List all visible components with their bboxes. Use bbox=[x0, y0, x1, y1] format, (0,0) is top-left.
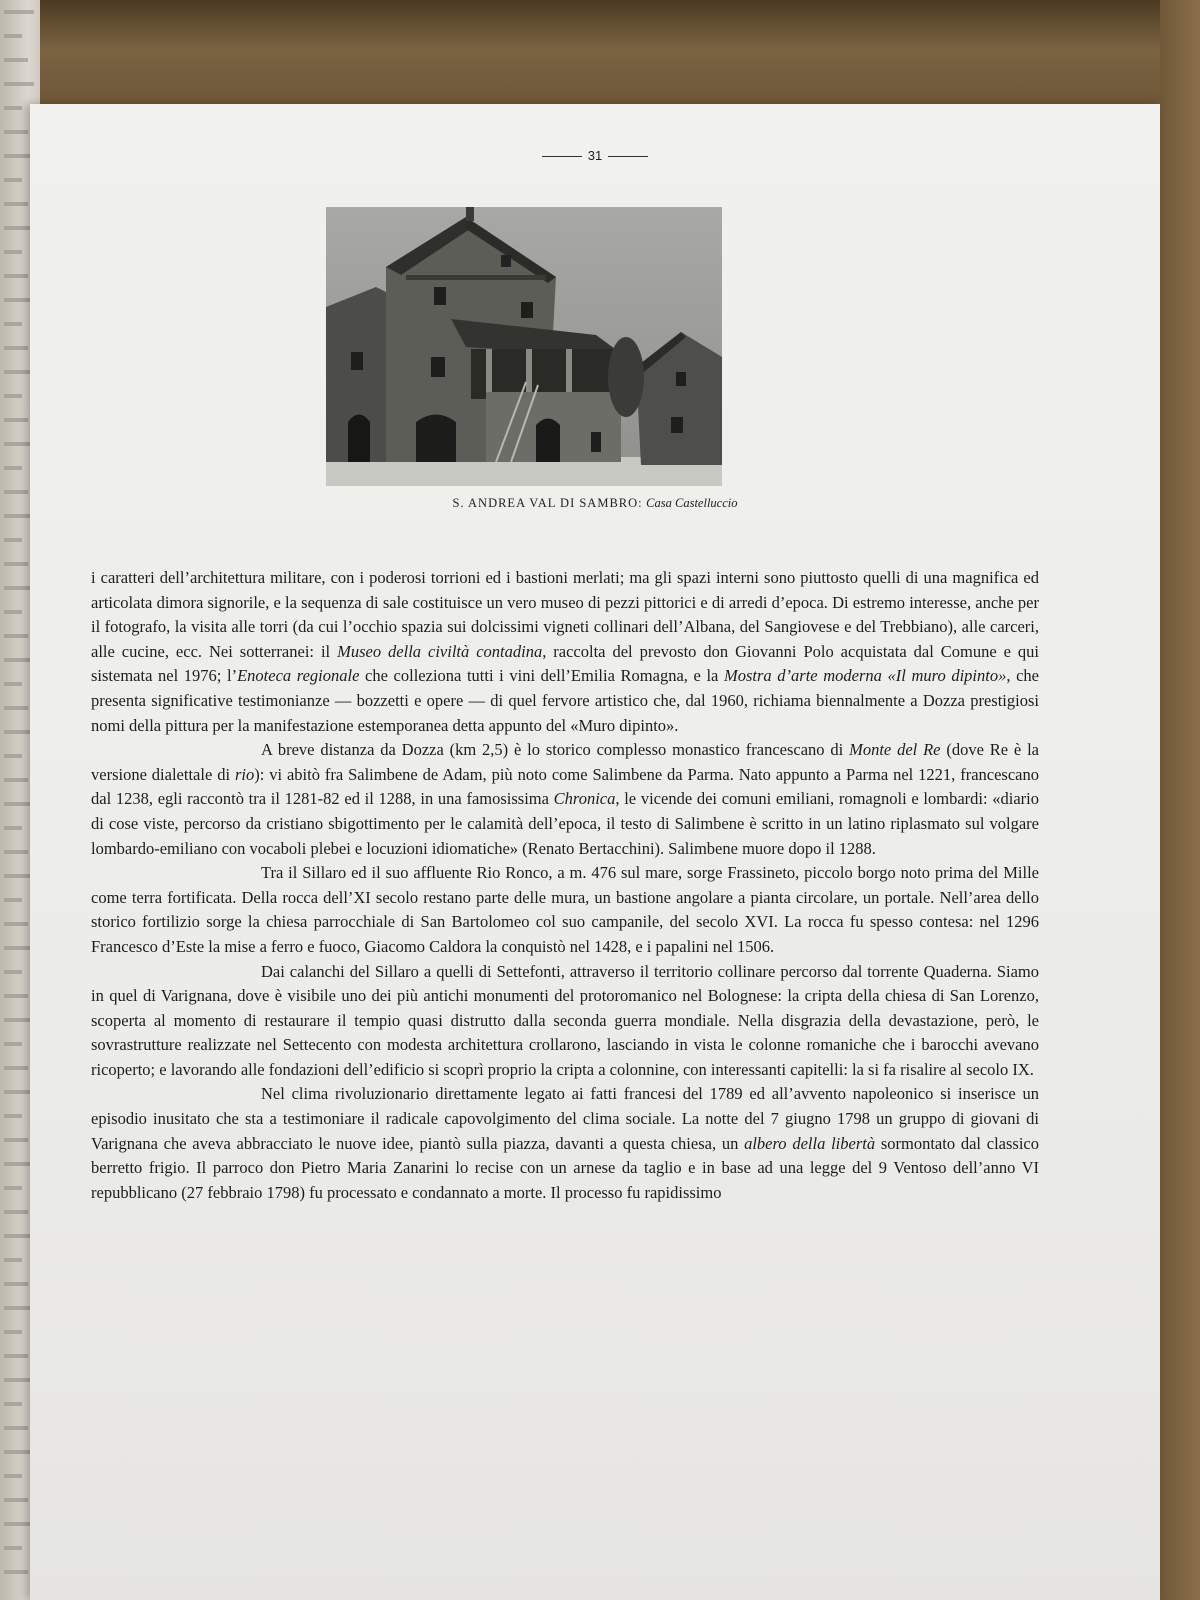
italic-text: Museo della civiltà contadina bbox=[337, 641, 543, 661]
facing-page-text-fragment bbox=[4, 754, 22, 758]
facing-page-text-fragment bbox=[4, 1210, 28, 1214]
facing-page-text-fragment bbox=[4, 322, 22, 326]
facing-page-text-fragment bbox=[4, 1546, 22, 1550]
facing-page-text-fragment bbox=[4, 778, 28, 782]
facing-page-text-fragment bbox=[4, 922, 28, 926]
facing-page-text-fragment bbox=[4, 466, 22, 470]
facing-page-text-fragment bbox=[4, 202, 28, 206]
text-run: , le vicende dei comuni emiliani, romagnoli e lombardi: «diario di cose viste, percorso da cristiano sbigottimento per le calamità dell’epoca, il testo di Salimbene è scritto in un latino riplasmato sul volgare lombardo-emiliano con vocaboli plebei e locuzioni idiomatiche» (Renato Bertacchini). Salimbene muore dopo il 1288. bbox=[91, 789, 1040, 858]
facing-page-text-fragment bbox=[4, 1402, 22, 1406]
text-run: i caratteri dell’architettura militare, con i poderosi torrioni ed i bastioni merlati; ma gli spazi interni sono piuttosto quelli di una magnifica ed articolata dimora signorile, e la sequenza di sale costituisce un vero museo di pezzi pittorici e di arredi d’epoca. Di estremo interesse, anche per il fotografo, la visita alle torri (da cui l’occhio spazia sui dolcissimi vigneti collinari dell’Albana, del Sangiovese e del Trebbiano), alle carceri, alle cucine, ecc. Nei sotterranei: il bbox=[91, 568, 1039, 661]
facing-page-text-fragment bbox=[4, 538, 22, 542]
text-run: Dai calanchi del Sillaro a quelli di Settefonti, attraverso il territorio collinare percorso dal torrente Quaderna. Siamo in quel di Varignana, dove è visibile uno dei più antichi monumenti del protoromanico nel Bolognese: la cripta della chiesa di San Lorenzo, scoperta al momento di restaurare il tempio quasi distrutto dalla seconda guerra mondiale. Nella disgrazia della devastazione, però, le sovrastrutture realizzate nel Settecento con modesta architettura crollarono, lasciando in vista le colonne romaniche che i barocchi avevano ricoperto; e lavorando alle fondazioni dell’edificio si scoprì proprio la cripta a colonnine, con interessanti capitelli: la si fa risalire al secolo IX. bbox=[91, 961, 1039, 1079]
wooden-table-edge bbox=[1160, 0, 1200, 1600]
facing-page-text-fragment bbox=[4, 1114, 22, 1118]
text-run: che colleziona tutti i vini dell’Emilia Romagna, e la bbox=[359, 666, 724, 686]
italic-text: Enoteca regionale bbox=[237, 666, 360, 686]
facing-page-text-fragment bbox=[4, 130, 28, 134]
facing-page-text-fragment bbox=[4, 634, 28, 638]
facing-page-text-fragment bbox=[4, 58, 28, 62]
caption-title: Casa Castelluccio bbox=[646, 496, 738, 510]
facing-page-text-fragment bbox=[4, 178, 22, 182]
facing-page-text-fragment bbox=[4, 490, 28, 494]
text-run: ): vi abitò fra Salimbene de Adam, più noto come Salimbene da Parma. Nato appunto a Parma nel 1221, francescano dal 1238, egli raccontò tra il 1281-82 ed il 1288, in una famosissima bbox=[91, 764, 1039, 809]
facing-page-text-fragment bbox=[4, 418, 28, 422]
paragraph bbox=[91, 1082, 1039, 1205]
italic-text: Monte del Re bbox=[849, 740, 941, 760]
text-run: Nel clima rivoluzionario direttamente legato ai fatti francesi del 1789 ed all’avvento napoleonico si inserisce un episodio inusitato che sta a testimoniare il radicale capovolgimento del clima sociale. La notte del 7 giugno 1798 un gruppo di giovani di Varignana che aveva abbracciato le nuove idee, piantò sulla piazza, davanti a questa chiesa, un bbox=[91, 1084, 1039, 1153]
facing-page-text-fragment bbox=[4, 1330, 22, 1334]
facing-page-text-fragment bbox=[4, 1138, 28, 1142]
facing-page-text-fragment bbox=[4, 826, 22, 830]
body-text bbox=[91, 566, 1039, 1205]
facing-page-text-fragment bbox=[4, 1258, 22, 1262]
italic-text: albero della libertà bbox=[744, 1133, 876, 1153]
italic-text: Chronica bbox=[553, 789, 616, 809]
facing-page-text-fragment bbox=[4, 1186, 22, 1190]
paragraph bbox=[91, 738, 1039, 861]
facing-page-text-fragment bbox=[4, 82, 34, 86]
facing-page-text-fragment bbox=[4, 970, 22, 974]
facing-page-text-fragment bbox=[4, 1570, 28, 1574]
facing-page-text-fragment bbox=[4, 1354, 28, 1358]
text-run: , raccolta del prevosto don Giovanni Polo acquistata dal Comune e qui sistemata nel 1976; l’ bbox=[91, 641, 1039, 686]
facing-page-text-fragment bbox=[4, 1474, 22, 1478]
paragraph bbox=[91, 960, 1039, 1083]
facing-page-text-fragment bbox=[4, 1282, 28, 1286]
facing-page-text-fragment bbox=[4, 706, 28, 710]
text-run: (dove Re è la versione dialettale di bbox=[91, 740, 1039, 784]
facing-page-text-fragment bbox=[4, 1498, 28, 1502]
facing-page-text-fragment bbox=[4, 394, 22, 398]
facing-page-text-fragment bbox=[4, 898, 22, 902]
facing-page-text-fragment bbox=[4, 250, 22, 254]
facing-page-text-fragment bbox=[4, 1066, 28, 1070]
wooden-table-background bbox=[0, 0, 1200, 110]
facing-page-text-fragment bbox=[4, 346, 28, 350]
photo-caption bbox=[30, 496, 1160, 511]
paragraph bbox=[91, 566, 1039, 738]
text-run: sormontato dal classico berretto frigio. Il parroco don Pietro Maria Zanarini lo recise con un arnese da taglio e in base ad una legge del 9 Ventoso dell’anno VI repubblicano (27 febbraio 1798) fu processato e condannato a morte. Il processo fu rapidissimo bbox=[91, 1133, 1039, 1202]
page-number-text: 31 bbox=[587, 148, 603, 163]
text-run: A breve distanza da Dozza (km 2,5) è lo storico complesso monastico francescano di bbox=[261, 740, 850, 760]
page-number bbox=[30, 148, 1160, 163]
italic-text: rio bbox=[234, 764, 255, 784]
facing-page-text-fragment bbox=[4, 682, 22, 686]
facing-page-text-fragment bbox=[4, 34, 22, 38]
facing-page-text-fragment bbox=[4, 10, 34, 14]
facing-page-text-fragment bbox=[4, 274, 28, 278]
facing-page-text-fragment bbox=[4, 994, 28, 998]
text-run: Tra il Sillaro ed il suo affluente Rio Ronco, a m. 476 sul mare, sorge Frassineto, piccolo borgo noto prima del Mille come terra fortificata. Della rocca dell’XI secolo restano parte delle mura, un bastione angolare a pianta circolare, un portale. Nell’area dello storico fortilizio sorge la chiesa parrocchiale di San Bartolomeo col suo campanile, del secolo XVI. La rocca fu spesso contesa: nel 1296 Francesco d’Este la mise a ferro e fuoco, Giacomo Caldora la conquistò nel 1428, e i papalini nel 1506. bbox=[91, 863, 1039, 956]
facing-page-text-fragment bbox=[4, 1042, 22, 1046]
facing-page-text-fragment bbox=[4, 106, 22, 110]
italic-text: Mostra d’arte moderna «Il muro dipinto» bbox=[724, 666, 1007, 686]
stone-house-image bbox=[326, 207, 722, 486]
paragraph bbox=[91, 861, 1039, 959]
caption-place: S. ANDREA VAL DI SAMBRO: bbox=[452, 496, 643, 510]
facing-page-text-fragment bbox=[4, 562, 28, 566]
facing-page-text-fragment bbox=[4, 1426, 28, 1430]
book-page bbox=[30, 104, 1160, 1600]
facing-page-text-fragment bbox=[4, 850, 28, 854]
photo-casa-castelluccio bbox=[326, 207, 722, 486]
facing-page-text-fragment bbox=[4, 610, 22, 614]
text-run: , che presenta significative testimonianze — bozzetti e opere — di quel fervore artistico che, dal 1960, richiama biennalmente a Dozza prestigiosi nomi della pittura per la manifestazione estemporanea detta appunto del «Muro dipinto». bbox=[91, 666, 1039, 735]
